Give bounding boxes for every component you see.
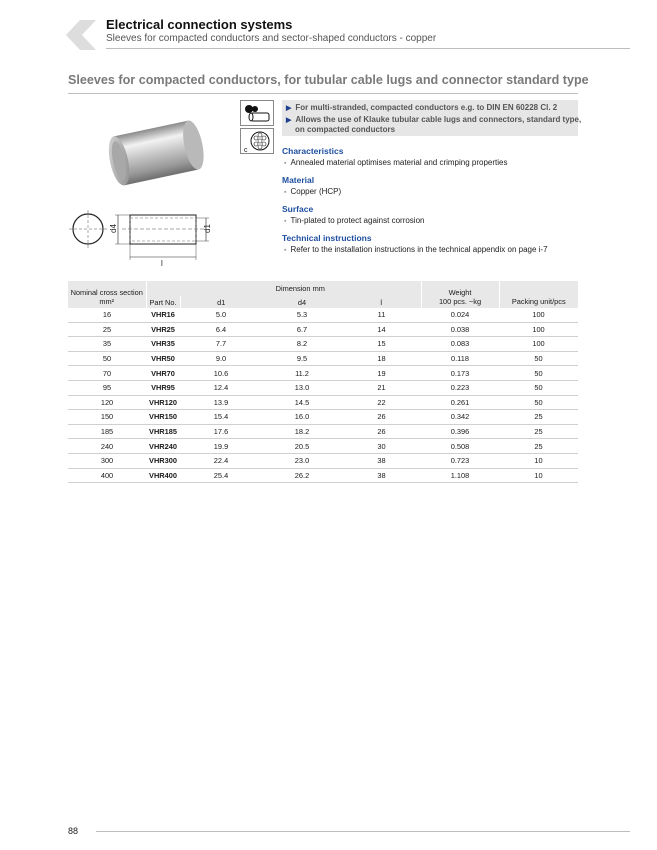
cell-weight: 0.508	[421, 439, 499, 454]
characteristics-item: ▪ Annealed material optimises material and crimping properties	[284, 158, 508, 167]
cell-d4: 6.7	[262, 322, 342, 337]
icon-label-c: c	[244, 147, 248, 154]
feature-item: ▶ For multi-stranded, compacted conductors e.g. to DIN EN 60228 Cl. 2	[286, 103, 558, 112]
cell-weight: 0.261	[421, 395, 499, 410]
technical-instructions-item: ▪ Refer to the installation instructions in the technical appendix on page i-7	[284, 245, 548, 254]
cell-packing: 10	[499, 468, 578, 483]
cell-part-no: VHR35	[146, 337, 180, 352]
cell-d4: 20.5	[262, 439, 342, 454]
cell-weight: 0.342	[421, 410, 499, 425]
cell-d4: 26.2	[262, 468, 342, 483]
header-nominal-cross-section: Nominal cross section mm²	[68, 281, 146, 308]
table-row	[68, 380, 578, 395]
cell-nominal: 300	[68, 453, 146, 468]
cell-weight: 0.038	[421, 322, 499, 337]
material-item: ▪ Copper (HCP)	[284, 187, 342, 196]
cell-d4: 18.2	[262, 424, 342, 439]
cell-l: 15	[342, 337, 421, 352]
cell-l: 30	[342, 439, 421, 454]
compacted-conductor-icon	[240, 128, 274, 154]
table-row	[68, 453, 578, 468]
cell-d4: 14.5	[262, 395, 342, 410]
header-dimension: Dimension mm	[180, 281, 421, 296]
cell-weight: 0.223	[421, 380, 499, 395]
cell-part-no: VHR25	[146, 322, 180, 337]
cell-l: 21	[342, 380, 421, 395]
cell-nominal: 150	[68, 410, 146, 425]
cell-packing: 10	[499, 453, 578, 468]
sleeve-product-image	[100, 112, 212, 192]
cell-d1: 12.4	[180, 380, 262, 395]
header-divider	[106, 48, 630, 49]
cell-part-no: VHR150	[146, 410, 180, 425]
table-body	[68, 308, 578, 483]
sleeve-side-view	[130, 215, 196, 244]
table-row	[68, 468, 578, 483]
cell-nominal: 16	[68, 308, 146, 322]
cell-d4: 9.5	[262, 351, 342, 366]
cell-packing: 100	[499, 322, 578, 337]
table-row	[68, 424, 578, 439]
cell-weight: 0.723	[421, 453, 499, 468]
cell-packing: 50	[499, 351, 578, 366]
cell-d4: 5.3	[262, 308, 342, 322]
bullet-icon: ▪	[284, 160, 287, 167]
specification-table	[68, 281, 578, 483]
cell-d4: 23.0	[262, 453, 342, 468]
cell-weight: 1.108	[421, 468, 499, 483]
cell-part-no: VHR120	[146, 395, 180, 410]
header-weight: Weight 100 pcs. ~kg	[421, 281, 499, 308]
cell-part-no: VHR95	[146, 380, 180, 395]
cell-weight: 0.024	[421, 308, 499, 322]
cell-d4: 11.2	[262, 366, 342, 381]
cell-l: 22	[342, 395, 421, 410]
cell-nominal: 35	[68, 337, 146, 352]
cell-part-no: VHR300	[146, 453, 180, 468]
table-row	[68, 308, 578, 322]
table-row	[68, 395, 578, 410]
bullet-icon: ▪	[284, 189, 287, 196]
cell-d1: 25.4	[180, 468, 262, 483]
cell-nominal: 240	[68, 439, 146, 454]
page-header-title: Electrical connection systems	[106, 17, 293, 32]
cell-d4: 8.2	[262, 337, 342, 352]
cell-packing: 50	[499, 380, 578, 395]
header-part-no: Part No.	[146, 296, 180, 308]
table-row	[68, 410, 578, 425]
cell-nominal: 50	[68, 351, 146, 366]
cell-part-no: VHR16	[146, 308, 180, 322]
dimension-drawing	[66, 205, 226, 267]
cell-d4: 16.0	[262, 410, 342, 425]
cell-l: 11	[342, 308, 421, 322]
triangle-right-icon: ▶	[286, 117, 292, 124]
header-packing-unit: Packing unit/pcs	[499, 281, 578, 308]
label-d4: d4	[109, 224, 118, 233]
cell-part-no: VHR400	[146, 468, 180, 483]
cell-packing: 100	[499, 308, 578, 322]
cell-d4: 13.0	[262, 380, 342, 395]
table-row	[68, 337, 578, 352]
page-number: 88	[68, 826, 79, 836]
header-l: l	[342, 296, 421, 308]
bullet-icon: ▪	[284, 247, 287, 254]
cell-part-no: VHR70	[146, 366, 180, 381]
page-header-subtitle: Sleeves for compacted conductors and sector-shaped conductors - copper	[106, 33, 437, 44]
cell-d1: 7.7	[180, 337, 262, 352]
cell-nominal: 95	[68, 380, 146, 395]
cell-packing: 50	[499, 366, 578, 381]
cell-l: 26	[342, 410, 421, 425]
cell-weight: 0.173	[421, 366, 499, 381]
header-d4: d4	[262, 296, 342, 308]
cell-weight: 0.396	[421, 424, 499, 439]
cell-l: 14	[342, 322, 421, 337]
cell-l: 38	[342, 468, 421, 483]
cell-packing: 100	[499, 337, 578, 352]
heading-material: Material	[282, 175, 315, 185]
cell-packing: 25	[499, 439, 578, 454]
cell-nominal: 400	[68, 468, 146, 483]
cell-nominal: 120	[68, 395, 146, 410]
table-row	[68, 366, 578, 381]
header-part-no-top	[146, 281, 180, 296]
bullet-icon: ▪	[284, 218, 287, 225]
cell-d1: 13.9	[180, 395, 262, 410]
triangle-right-icon: ▶	[286, 105, 292, 112]
cell-d1: 10.6	[180, 366, 262, 381]
table-row	[68, 439, 578, 454]
section-divider	[68, 93, 578, 94]
cell-d1: 22.4	[180, 453, 262, 468]
cell-part-no: VHR50	[146, 351, 180, 366]
multi-stranded-icon	[240, 100, 274, 126]
cell-d1: 15.4	[180, 410, 262, 425]
cell-d1: 6.4	[180, 322, 262, 337]
cell-weight: 0.118	[421, 351, 499, 366]
heading-characteristics: Characteristics	[282, 146, 344, 156]
heading-technical-instructions: Technical instructions	[282, 233, 372, 243]
cell-nominal: 185	[68, 424, 146, 439]
table-row	[68, 322, 578, 337]
footer-divider	[96, 831, 630, 832]
cross-section-circle	[73, 214, 103, 244]
cell-part-no: VHR185	[146, 424, 180, 439]
label-d1: d1	[203, 224, 212, 233]
cell-l: 26	[342, 424, 421, 439]
cell-d1: 9.0	[180, 351, 262, 366]
cell-nominal: 70	[68, 366, 146, 381]
feature-item: ▶ Allows the use of Klauke tubular cable lugs and connectors, standard type,	[286, 115, 582, 124]
feature-item-continued: on compacted conductors	[295, 125, 396, 134]
cell-l: 38	[342, 453, 421, 468]
cell-packing: 25	[499, 424, 578, 439]
table-row	[68, 351, 578, 366]
cell-l: 18	[342, 351, 421, 366]
cell-d1: 5.0	[180, 308, 262, 322]
cell-d1: 17.6	[180, 424, 262, 439]
section-title: Sleeves for compacted conductors, for tubular cable lugs and connector standard type	[68, 73, 589, 87]
chevron-left-icon	[66, 20, 96, 50]
label-l: l	[161, 259, 163, 267]
cell-l: 19	[342, 366, 421, 381]
cell-d1: 19.9	[180, 439, 262, 454]
cell-part-no: VHR240	[146, 439, 180, 454]
cell-packing: 50	[499, 395, 578, 410]
heading-surface: Surface	[282, 204, 314, 214]
cell-packing: 25	[499, 410, 578, 425]
surface-item: ▪ Tin-plated to protect against corrosion	[284, 216, 425, 225]
cell-weight: 0.083	[421, 337, 499, 352]
header-d1: d1	[180, 296, 262, 308]
cell-nominal: 25	[68, 322, 146, 337]
